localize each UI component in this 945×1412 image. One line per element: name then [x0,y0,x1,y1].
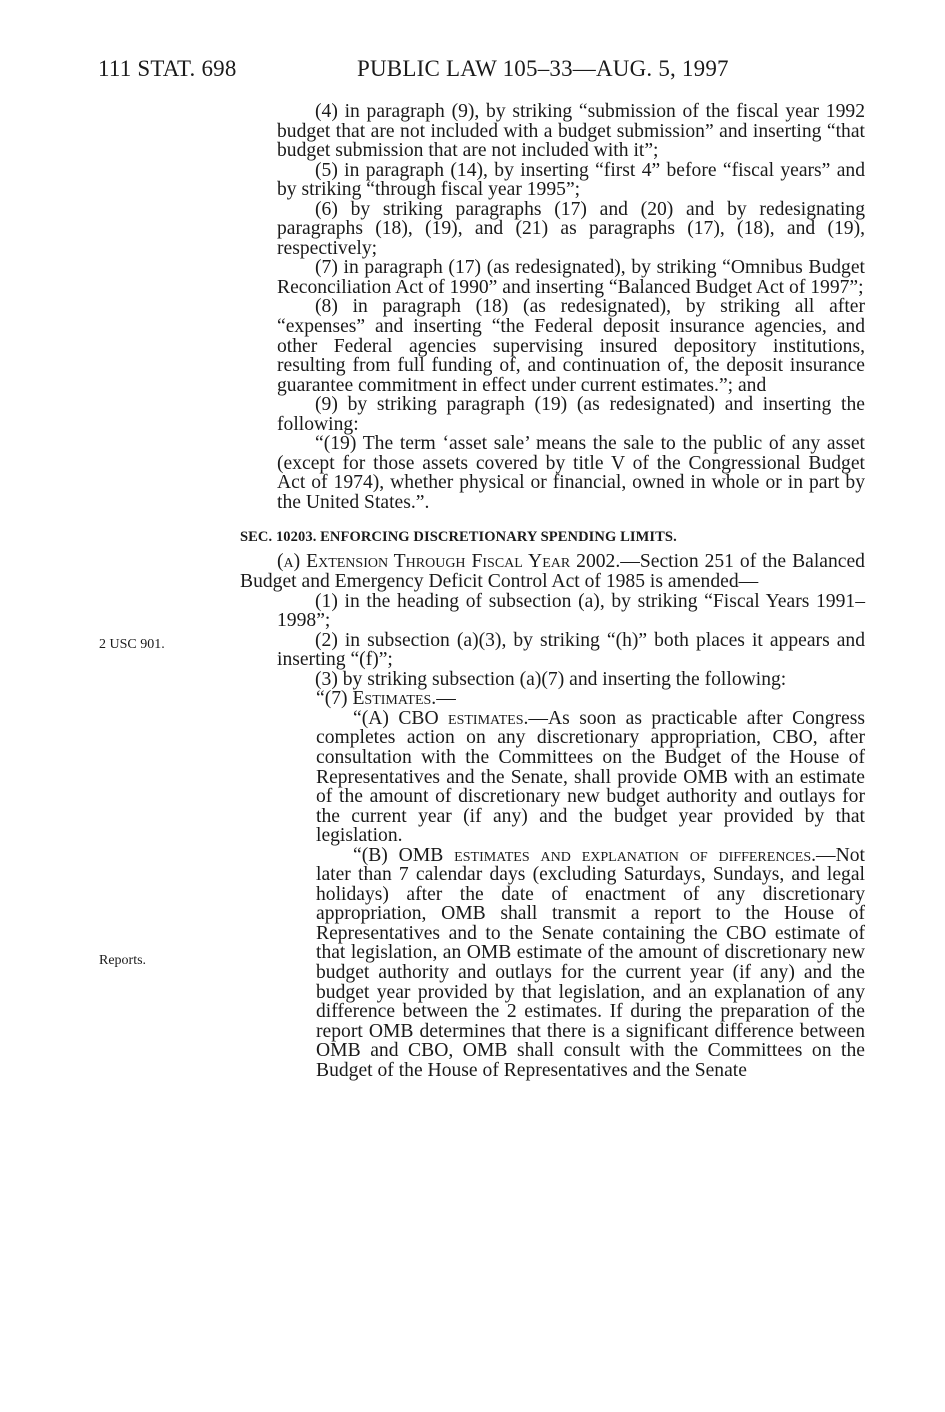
subparagraph-b-heading: “(B) OMB estimates and explanation of differences. [353,844,817,866]
subsection-a-3: (3) by striking subsection (a)(7) and inserting the following: [315,668,787,690]
subsection-a-heading: (a) Extension Through Fiscal Year 2002. [277,551,621,573]
subparagraph-a-heading: “(A) CBO estimates. [353,707,529,729]
paragraph-19-definition: “(19) The term ‘asset sale’ means the sale to the public of any asset (except for those assets covered by title V of the Congressional Budget Act of 1974), whether physical or financial, owned in whole or in part by the United States.”. [277,433,865,513]
subsection-a [240,552,865,591]
public-law-header: PUBLIC LAW 105–33—AUG. 5, 1997 [357,56,729,81]
paragraph-9: (9) by striking paragraph (19) (as redesignated) and inserting the following: [277,394,865,435]
subsection-a-2: (2) in subsection (a)(3), by striking “(h)” both places it appears and inserting “(f)”; [277,629,865,671]
subparagraph-a [316,709,865,846]
estimates-heading: “(7) Estimates.— [316,688,456,710]
paragraph-8: (8) in paragraph (18) (as redesignated), by striking all after “expenses” and inserting “the Federal deposit insurance agencies, and other Federal agencies supervising insured depository institutions, resulting from full funding of, and continuation of, the deposit insurance guarantee commitment in effect under current estimates.”; and [277,296,865,396]
subparagraph-a-text: —As soon as practicable after Congress completes action on any discretionary appropriation, CBO, after consultation with the Committees on the Budget of the House of Representatives and the Senate, shall provide OMB with an estimate of the amount of discretionary new budget authority and outlays for the current year (if any) and the budget year provided by that legislation. [316,707,865,847]
paragraph-5: (5) in paragraph (14), by inserting “first 4” before “fiscal years” and by striking “through fiscal year 1995”; [277,159,865,201]
body-text [240,102,865,1080]
subsection-a-1: (1) in the heading of subsection (a), by striking “Fiscal Years 1991–1998”; [277,590,865,632]
paragraph-7: (7) in paragraph (17) (as redesignated), by striking “Omnibus Budget Reconciliation Act of 1990” and inserting “Balanced Budget Act of 1997”; [277,257,865,298]
subparagraph-b-text: —Not later than 7 calendar days (excluding Saturdays, Sundays, and legal holidays) after the date of enactment of any discretionary appropriation, OMB shall transmit a report to the House of Representatives and to the Senate containing the CBO estimate of that legislation, an OMB estimate of the amount of discretionary new budget authority and outlays for the current year (if any) and the budget year provided by that legislation, and an explanation of any difference between the 2 estimates. If during the preparation of the report OMB determines that there is a significant difference between OMB and CBO, OMB shall consult with the Committees on the Budget of the House of Representatives and the Senate [316,844,865,1081]
subparagraph-b [316,846,865,1081]
stat-reference: 111 STAT. 698 [98,56,237,81]
margin-note-reports: Reports. [99,953,147,968]
subsection-a-text: —Section 251 of the Balanced Budget and Emergency Deficit Control Act of 1985 is amended— [240,551,865,593]
paragraph-4: (4) in paragraph (9), by striking “submission of the fiscal year 1992 budget that are not included with a budget submission” and inserting “that budget submission that are not included with it”; [277,101,865,162]
margin-note-usc: 2 USC 901. [99,637,165,652]
section-heading: SEC. 10203. ENFORCING DISCRETIONARY SPENDING LIMITS. [240,529,677,546]
paragraph-6: (6) by striking paragraphs (17) and (20) and by redesignating paragraphs (18), (19), and (21) as paragraphs (17), (18), and (19), respectively; [277,198,865,259]
